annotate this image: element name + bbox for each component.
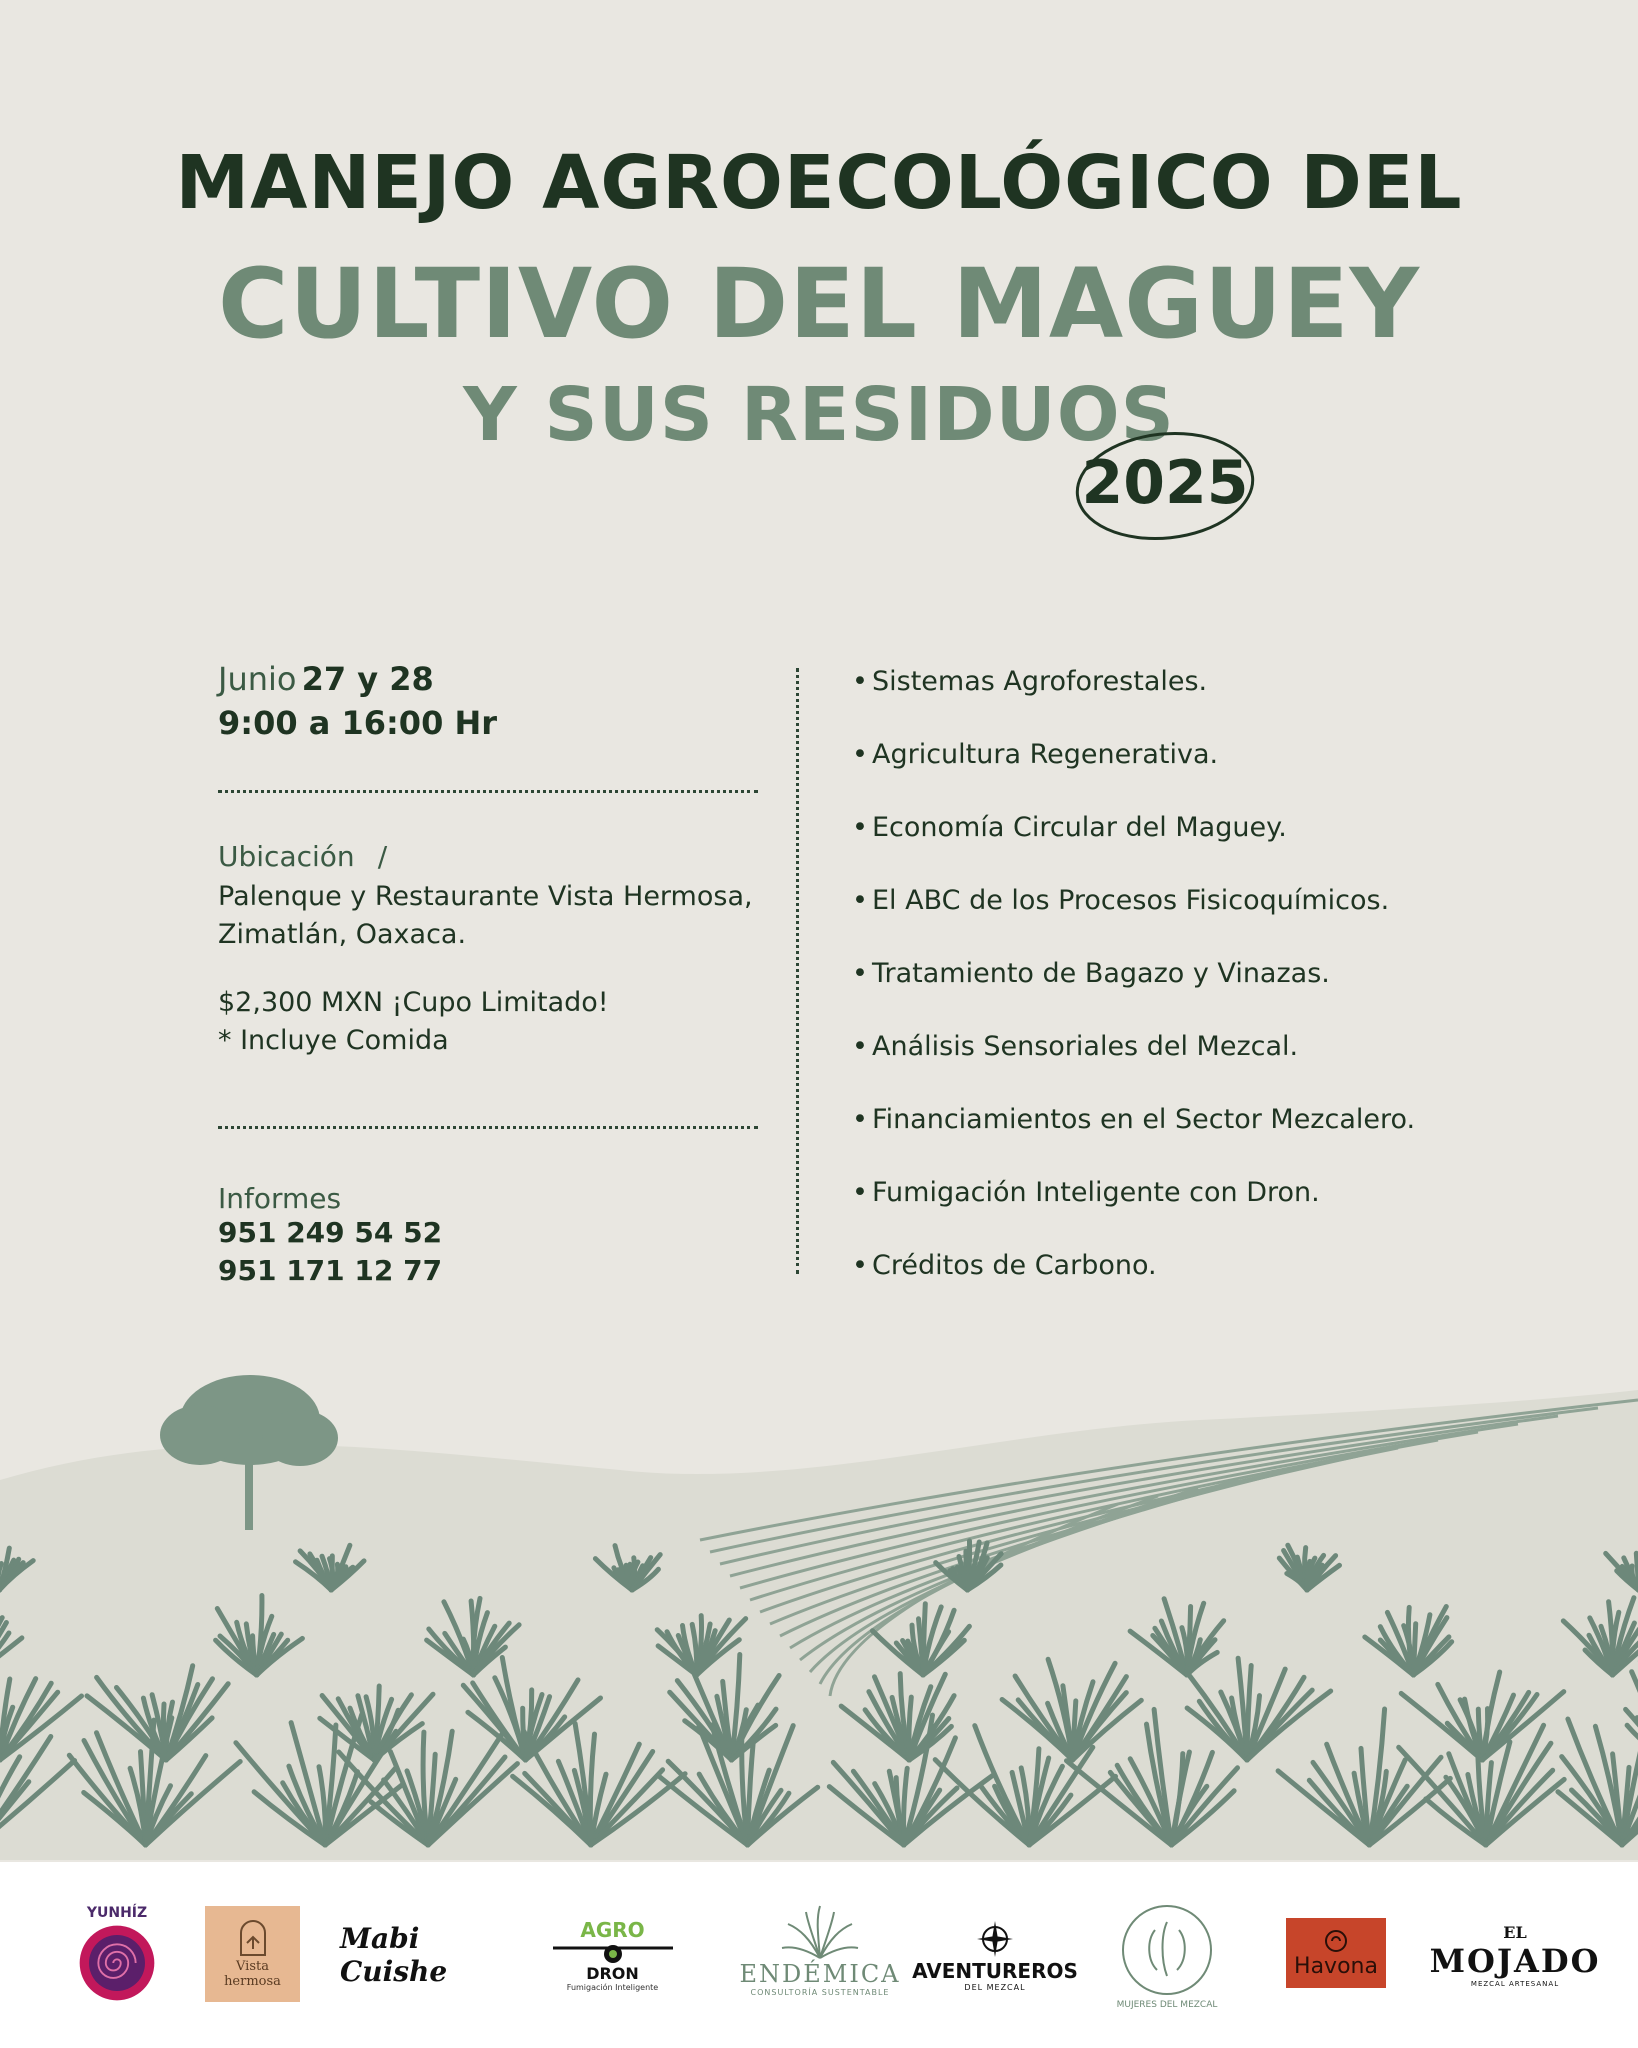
topic-item: • Sistemas Agroforestales. xyxy=(852,666,1208,697)
title-line-2: CULTIVO DEL MAGUEY xyxy=(217,248,1421,360)
divider-1 xyxy=(218,790,758,793)
vista-hermosa-icon xyxy=(233,1919,273,1959)
date-days: 27 y 28 xyxy=(301,660,434,698)
yunhiz-label: YUNHÍZ xyxy=(86,1905,148,1921)
mujeres-emblem-icon xyxy=(1117,1900,1217,2000)
agave-icon xyxy=(780,1904,860,1960)
price-line: $2,300 MXN ¡Cupo Limitado! xyxy=(218,987,609,1018)
column-divider xyxy=(796,668,799,1274)
sponsor-agro-dron[interactable] xyxy=(545,1905,680,2005)
location-label: Ubicación xyxy=(218,840,355,873)
mujeres-label: MUJERES DEL MEZCAL xyxy=(1116,2000,1218,2010)
compass-icon xyxy=(975,1919,1015,1959)
havona-icon xyxy=(1323,1928,1349,1954)
topic-item: • Economía Circular del Maguey. xyxy=(852,812,1287,843)
dron-label: DRON xyxy=(586,1964,639,1983)
location-separator: / xyxy=(377,840,388,873)
location-line-1: Palenque y Restaurante Vista Hermosa, xyxy=(218,881,753,912)
title-line-1: MANEJO AGROECOLÓGICO DEL xyxy=(175,140,1463,226)
topic-item: • El ABC de los Procesos Fisicoquímicos. xyxy=(852,885,1390,916)
drone-icon xyxy=(548,1942,678,1964)
aventureros-sub-label: DEL MEZCAL xyxy=(964,1982,1026,1992)
date-month: Junio xyxy=(218,660,297,698)
mojado-label: MOJADO xyxy=(1429,1941,1601,1980)
topics-list xyxy=(852,666,1572,1323)
mojado-sub-label: MEZCAL ARTESANAL xyxy=(1470,1979,1560,1988)
year-text: 2025 xyxy=(1081,448,1249,518)
contact-phone-2[interactable]: 951 171 12 77 xyxy=(218,1254,443,1287)
sponsor-endemica[interactable] xyxy=(735,1890,905,2010)
topic-item: • Agricultura Regenerativa. xyxy=(852,739,1219,770)
sponsor-mujeres-del-mezcal[interactable] xyxy=(1112,1890,1222,2020)
topic-item: • Análisis Sensoriales del Mezcal. xyxy=(852,1031,1299,1062)
agro-label: AGRO xyxy=(580,1918,645,1942)
year-badge xyxy=(1070,418,1260,548)
event-hours: 9:00 a 16:00 Hr xyxy=(218,704,498,742)
dron-sub-label: Fumigación Inteligente xyxy=(566,1983,659,1992)
topic-item: • Fumigación Inteligente con Dron. xyxy=(852,1177,1320,1208)
topic-item: • Créditos de Carbono. xyxy=(852,1250,1157,1281)
mabi-cuishe-label: Mabi Cuishe xyxy=(340,1922,448,1988)
price-note: * Incluye Comida xyxy=(218,1025,449,1056)
vista-hermosa-label: Vista hermosa xyxy=(224,1959,281,1989)
sponsor-aventureros[interactable] xyxy=(912,1905,1078,2005)
endemica-sub-label: CONSULTORÍA SUSTENTABLE xyxy=(750,1987,890,1997)
topic-item: • Financiamientos en el Sector Mezcalero. xyxy=(852,1104,1416,1135)
sponsor-el-mojado[interactable] xyxy=(1429,1905,1601,2005)
date-line xyxy=(218,660,434,698)
mojado-el-label: EL xyxy=(1503,1922,1527,1942)
contact-label: Informes xyxy=(218,1182,342,1215)
aventureros-label: AVENTUREROS xyxy=(912,1958,1078,1983)
title-line-3: Y SUS RESIDUOS xyxy=(463,372,1175,458)
sponsor-vista-hermosa[interactable] xyxy=(205,1906,300,2002)
topic-item: • Tratamiento de Bagazo y Vinazas. xyxy=(852,958,1330,989)
endemica-label: ENDÉMICA xyxy=(739,1959,901,1988)
sponsor-mabi-cuishe[interactable] xyxy=(340,1905,505,2005)
contact-phone-1[interactable]: 951 249 54 52 xyxy=(218,1216,443,1249)
yunhiz-spiral-icon xyxy=(72,1921,162,2005)
sponsor-yunhiz[interactable] xyxy=(62,1905,172,2005)
sponsor-havona[interactable] xyxy=(1286,1918,1386,1988)
location-label-row xyxy=(218,840,387,873)
location-line-2: Zimatlán, Oaxaca. xyxy=(218,919,467,950)
divider-2 xyxy=(218,1126,758,1129)
havona-label: Havona xyxy=(1294,1953,1378,1979)
agave-field-illustration xyxy=(0,1360,1638,1860)
